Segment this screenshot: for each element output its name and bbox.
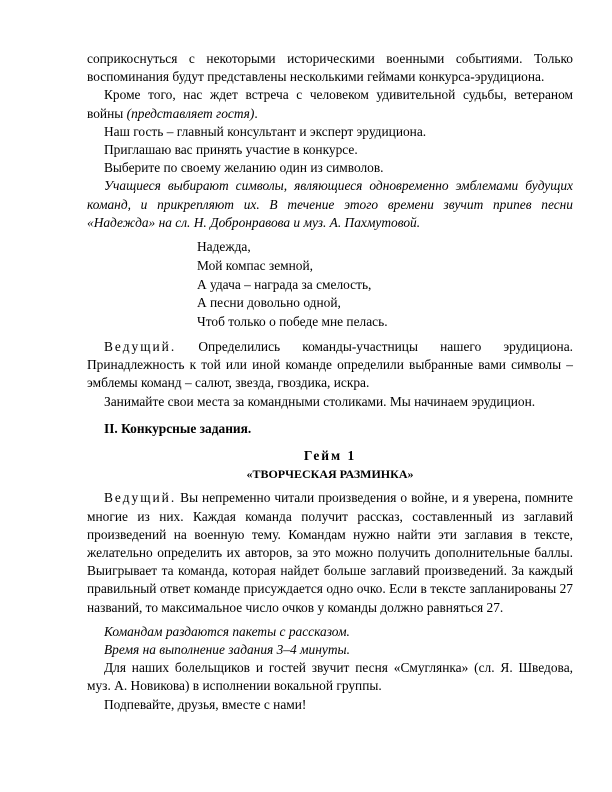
speaker-label: Ведущий.: [104, 490, 177, 506]
speaker-label: Ведущий.: [104, 339, 177, 355]
document-body: [87, 50, 573, 714]
paragraph-sing-along: Подпевайте, друзья, вместе с нами!: [104, 696, 307, 712]
stage-direction-time: Время на выполнение задания 3–4 минуты.: [104, 642, 350, 658]
guest-end: .: [254, 105, 258, 121]
verse-line: А песни довольно одной,: [197, 295, 341, 311]
verse-line: Чтоб только о победе мне пелась.: [197, 314, 388, 330]
stage-direction-symbols: Учащиеся выбирают символы, являющиеся одновременно эмблемами будущих команд, и прикрепляют их. В течение этого времени звучит припев песни «Надежда» на сл. Н. Добронравова и муз. А. Пахмутовой.: [87, 178, 573, 230]
paragraph-choose: Выберите по своему желанию один из символов.: [104, 160, 384, 176]
task-text: Вы непременно читали произведения о войне, и я уверена, помните многие из них. Каждая команда получит рассказ, составленный из заглавий произведений на военную тему. Командам нужно найти эти заглавия в тексте, желательно определить их авторов, за это можно получить дополнительные баллы. Выигрывает та команда, которая найдет больше заглавий произведений. За каждый правильный ответ команде присуждается одно очко. Если в тексте запланированы 27 названий, то максимальное число очков у команды должно равняться 27.: [87, 490, 573, 615]
verse-line: Надежда,: [197, 239, 251, 255]
verse-line: А удача – награда за смелость,: [197, 276, 372, 292]
paragraph-teams: [87, 338, 573, 393]
teams-text: Определились команды-участницы нашего эрудициона. Принадлежность к той или иной команде определили выбранные вами символы – эмблемы команд – салют, звезда, гвоздика, искра.: [87, 339, 573, 391]
paragraph-task: [87, 489, 573, 616]
paragraph-consultant: Наш гость – главный консультант и эксперт эрудициона.: [104, 123, 427, 139]
verse-line: Мой компас земной,: [197, 257, 314, 273]
song-verse: [197, 238, 573, 332]
paragraph-invite: Приглашаю вас принять участие в конкурсе.: [104, 142, 358, 158]
game-title: Гейм 1: [303, 448, 357, 464]
paragraph-seats: Занимайте свои места за командными столиками. Мы начинаем эрудицион.: [104, 393, 536, 409]
game-subtitle: «ТВОРЧЕСКАЯ РАЗМИНКА»: [246, 467, 414, 482]
guest-text: Кроме того, нас ждет встреча с человеком удивительной судьбы, ветераном войны: [87, 87, 573, 121]
paragraph-intro: соприкоснуться с некоторыми историческими военными событиями. Только воспоминания будут представлены несколькими геймами конкурса-эрудициона.: [87, 51, 573, 85]
stage-direction-guest: (представляет гостя): [126, 105, 255, 121]
paragraph-song: Для наших болельщиков и гостей звучит песня «Смуглянка» (сл. Я. Шведова, муз. А. Новикова) в исполнении вокальной группы.: [87, 660, 573, 694]
section-heading: II. Конкурсные задания.: [104, 420, 252, 436]
paragraph-guest: [87, 86, 573, 122]
stage-direction-packets: Командам раздаются пакеты с рассказом.: [104, 623, 350, 639]
